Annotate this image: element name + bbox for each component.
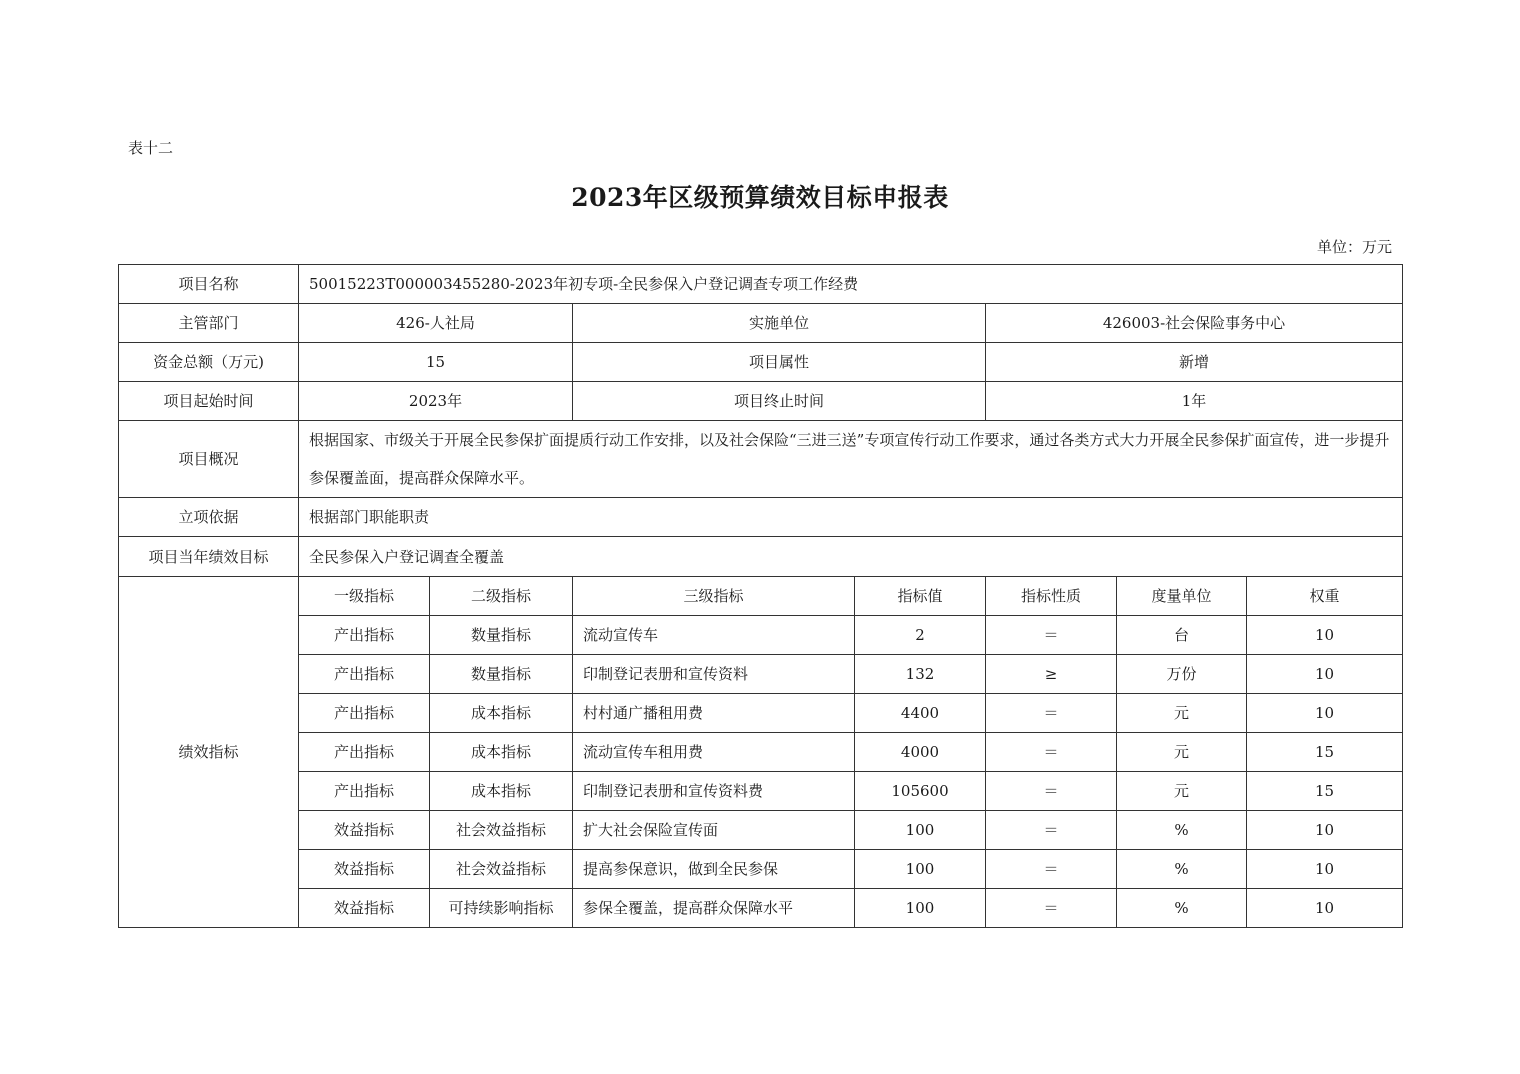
header-nature: 指标性质: [986, 577, 1117, 616]
indicator-weight: 10: [1247, 655, 1403, 694]
header-unit: 度量单位: [1117, 577, 1247, 616]
total-funds-label: 资金总额（万元): [119, 343, 299, 382]
basis-label: 立项依据: [119, 498, 299, 537]
row-department: [119, 304, 1403, 343]
indicator-value: 2: [855, 616, 986, 655]
indicator-level3: 印制登记表册和宣传资料: [573, 655, 855, 694]
unit-label: 单位：万元: [1316, 238, 1392, 256]
indicator-unit: %: [1117, 850, 1247, 889]
indicator-level1: 产出指标: [299, 772, 430, 811]
indicator-nature: ＝: [986, 733, 1117, 772]
indicator-weight: 10: [1247, 616, 1403, 655]
row-basis: [119, 498, 1403, 537]
indicator-level1: 效益指标: [299, 850, 430, 889]
indicator-level3: 扩大社会保险宣传面: [573, 811, 855, 850]
indicator-level1: 效益指标: [299, 811, 430, 850]
row-funds: [119, 343, 1403, 382]
indicator-level2: 数量指标: [430, 616, 573, 655]
indicator-level1: 产出指标: [299, 733, 430, 772]
goal-value: 全民参保入户登记调查全覆盖: [299, 537, 1403, 577]
indicator-row: [119, 694, 1403, 733]
indicator-level2: 社会效益指标: [430, 850, 573, 889]
indicator-unit: %: [1117, 889, 1247, 928]
indicator-level2: 可持续影响指标: [430, 889, 573, 928]
indicator-row: [119, 850, 1403, 889]
row-overview: [119, 421, 1403, 498]
indicator-nature: ≥: [986, 655, 1117, 694]
total-funds-value: 15: [299, 343, 573, 382]
row-goal: [119, 537, 1403, 577]
indicator-value: 4000: [855, 733, 986, 772]
indicator-level2: 成本指标: [430, 733, 573, 772]
header-level1: 一级指标: [299, 577, 430, 616]
attribute-value: 新增: [986, 343, 1403, 382]
indicator-level2: 成本指标: [430, 694, 573, 733]
indicator-row: [119, 616, 1403, 655]
indicator-level3: 流动宣传车租用费: [573, 733, 855, 772]
indicator-header-row: [119, 577, 1403, 616]
table-number: 表十二: [128, 139, 174, 157]
indicator-unit: 元: [1117, 733, 1247, 772]
indicator-level1: 产出指标: [299, 616, 430, 655]
budget-performance-table: [118, 264, 1403, 928]
row-project-name: [119, 265, 1403, 304]
indicator-value: 100: [855, 889, 986, 928]
indicator-level3: 流动宣传车: [573, 616, 855, 655]
indicator-level2: 社会效益指标: [430, 811, 573, 850]
indicator-row: [119, 772, 1403, 811]
project-name-value: 50015223T000003455280-2023年初专项-全民参保入户登记调查专项工作经费: [299, 265, 1403, 304]
impl-unit-label: 实施单位: [573, 304, 986, 343]
indicator-level2: 数量指标: [430, 655, 573, 694]
indicator-unit: 元: [1117, 772, 1247, 811]
indicator-nature: ＝: [986, 616, 1117, 655]
end-value: 1年: [986, 382, 1403, 421]
indicator-nature: ＝: [986, 772, 1117, 811]
start-label: 项目起始时间: [119, 382, 299, 421]
indicator-value: 100: [855, 850, 986, 889]
indicator-nature: ＝: [986, 694, 1117, 733]
indicator-level2: 成本指标: [430, 772, 573, 811]
impl-unit-value: 426003-社会保险事务中心: [986, 304, 1403, 343]
overview-label: 项目概况: [119, 421, 299, 498]
header-level2: 二级指标: [430, 577, 573, 616]
page-title: 2023年区级预算绩效目标申报表: [571, 183, 949, 212]
indicator-level3: 参保全覆盖，提高群众保障水平: [573, 889, 855, 928]
indicator-weight: 10: [1247, 850, 1403, 889]
indicator-weight: 10: [1247, 889, 1403, 928]
indicator-value: 105600: [855, 772, 986, 811]
indicator-value: 100: [855, 811, 986, 850]
indicator-nature: ＝: [986, 889, 1117, 928]
header-weight: 权重: [1247, 577, 1403, 616]
indicator-level3: 印制登记表册和宣传资料费: [573, 772, 855, 811]
overview-value: 根据国家、市级关于开展全民参保扩面提质行动工作安排，以及社会保险“三进三送”专项宣传行动工作要求，通过各类方式大力开展全民参保扩面宣传，进一步提升参保覆盖面，提高群众保障水平。: [299, 421, 1403, 498]
indicator-level1: 产出指标: [299, 655, 430, 694]
indicators-section-label: 绩效指标: [119, 577, 299, 928]
start-value: 2023年: [299, 382, 573, 421]
indicator-level3: 村村通广播租用费: [573, 694, 855, 733]
indicator-row: [119, 811, 1403, 850]
indicator-row: [119, 655, 1403, 694]
header-value: 指标值: [855, 577, 986, 616]
dept-value: 426-人社局: [299, 304, 573, 343]
indicator-level3: 提高参保意识，做到全民参保: [573, 850, 855, 889]
indicator-row: [119, 889, 1403, 928]
row-timeframe: [119, 382, 1403, 421]
indicator-row: [119, 733, 1403, 772]
indicator-value: 4400: [855, 694, 986, 733]
indicator-value: 132: [855, 655, 986, 694]
basis-value: 根据部门职能职责: [299, 498, 1403, 537]
indicator-nature: ＝: [986, 850, 1117, 889]
dept-label: 主管部门: [119, 304, 299, 343]
indicator-weight: 15: [1247, 772, 1403, 811]
attribute-label: 项目属性: [573, 343, 986, 382]
indicator-weight: 10: [1247, 811, 1403, 850]
indicator-weight: 15: [1247, 733, 1403, 772]
indicator-nature: ＝: [986, 811, 1117, 850]
indicator-level1: 产出指标: [299, 694, 430, 733]
indicator-unit: 台: [1117, 616, 1247, 655]
end-label: 项目终止时间: [573, 382, 986, 421]
project-name-label: 项目名称: [119, 265, 299, 304]
goal-label: 项目当年绩效目标: [119, 537, 299, 577]
indicator-level1: 效益指标: [299, 889, 430, 928]
header-level3: 三级指标: [573, 577, 855, 616]
indicator-unit: %: [1117, 811, 1247, 850]
indicator-weight: 10: [1247, 694, 1403, 733]
indicator-unit: 万份: [1117, 655, 1247, 694]
indicator-unit: 元: [1117, 694, 1247, 733]
